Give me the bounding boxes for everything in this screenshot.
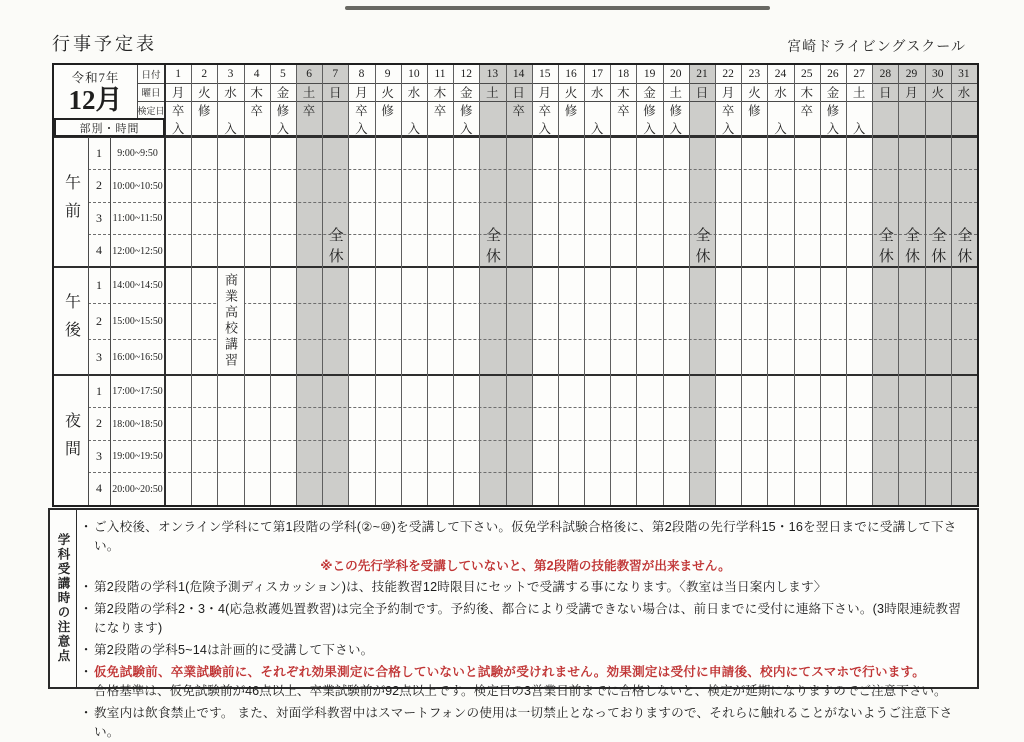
zenkyu-label: 全休: [929, 227, 946, 269]
note-item: [78, 704, 973, 742]
exam-mark: 修: [826, 104, 840, 118]
weekday-cell: 木: [800, 86, 813, 100]
weekday-cell: 月: [721, 86, 735, 100]
entry-mark: 入: [355, 122, 368, 136]
weekday-cell: 火: [748, 86, 761, 100]
zenkyu-label: 全休: [955, 227, 972, 269]
exam-mark: 卒: [512, 104, 525, 118]
date-cell: 4: [253, 68, 260, 80]
entry-mark: 入: [826, 122, 840, 136]
exam-mark: 卒: [538, 104, 552, 118]
date-cell: 15: [539, 68, 551, 80]
bullet-icon: ・: [79, 520, 93, 534]
note-text: 第2段階の学科5~14は計画的に受講して下さい。: [94, 642, 374, 657]
weekday-cell: 月: [171, 86, 185, 100]
school-name: 宮崎ドライビングスクール: [787, 40, 966, 55]
weekday-cell: 木: [617, 86, 630, 100]
note-item: [78, 663, 973, 682]
exam-mark: 修: [381, 104, 394, 118]
weekday-cell: 日: [328, 86, 342, 100]
exam-mark: 修: [276, 104, 290, 118]
weekday-cell: 日: [512, 86, 525, 100]
exam-mark: 卒: [250, 104, 263, 118]
column-line: [506, 65, 507, 505]
notes-side-label-column: [50, 510, 77, 687]
weekday-cell: 月: [538, 86, 552, 100]
column-line: [191, 65, 192, 505]
column-line: [427, 65, 428, 505]
date-cell: 17: [591, 68, 603, 80]
entry-mark: 入: [590, 122, 604, 136]
note-text: 第2段階の学科2・3・4(応急救護処置教習)は完全予約制です。予約後、都合により受講できない場合は、前日までに受付に連絡下さい。(3時限連続教習になります): [94, 601, 961, 635]
weekday-cell: 土: [486, 86, 499, 100]
weekday-cell: 木: [433, 86, 447, 100]
weekday-cell: 土: [302, 86, 316, 100]
weekday-cell: 木: [250, 86, 263, 100]
column-line: [741, 65, 742, 505]
bullet-icon: ・: [79, 664, 93, 679]
date-cell: 8: [358, 68, 365, 80]
entry-mark: 入: [171, 122, 185, 136]
weekday-cell: 金: [276, 86, 290, 100]
exam-mark: 修: [198, 104, 211, 118]
date-cell: 29: [905, 68, 918, 80]
date-cell: 6: [306, 68, 312, 80]
weekday-cell: 水: [590, 86, 604, 100]
period-time: 16:00~16:50: [112, 351, 163, 363]
period-time: 20:00~20:50: [112, 482, 163, 495]
section-time-box: 部別・時間: [54, 118, 165, 137]
section-divider: [54, 266, 977, 268]
bullet-icon: ・: [79, 642, 93, 657]
entry-mark: 入: [224, 122, 237, 136]
scan-artifact-line: [345, 6, 770, 10]
note-text: ご入校後、オンライン学科にて第1段階の学科(②~⑩)を受講して下さい。仮免学科試験合格後に、第2段階の先行学科15・16を翌日までに受講して下さい。: [94, 520, 957, 553]
weekday-cell: 火: [198, 86, 211, 100]
note-item: [78, 578, 973, 597]
entry-mark: 入: [538, 122, 552, 136]
date-cell: 7: [332, 68, 339, 80]
date-cell: 10: [408, 68, 420, 80]
section-label: 午後: [62, 293, 80, 349]
date-cell: 20: [670, 68, 682, 80]
weekday-cell: 日: [879, 86, 892, 100]
note-item: [78, 641, 973, 660]
bullet-icon: ・: [79, 580, 93, 595]
notes-section: [48, 508, 979, 739]
zenkyu-label: 全休: [903, 227, 919, 269]
schedule-table: [52, 63, 979, 507]
date-cell: 1: [175, 68, 181, 80]
period-number: 1: [96, 277, 102, 292]
zenkyu-label: 全休: [876, 227, 893, 269]
note-item: [78, 600, 973, 638]
date-cell: 13: [486, 68, 499, 80]
weekday-cell: 火: [931, 86, 944, 100]
entry-mark: 入: [669, 122, 683, 136]
era-month-cell: [54, 65, 137, 119]
column-line: [610, 65, 611, 505]
period-number: 2: [96, 313, 102, 328]
note-text: 教室内は飲食禁止です。 また、対面学科教習中はスマートフォンの使用は一切禁止となっておりますので、それらに触れることがないようご注意下さい。: [94, 705, 953, 739]
exam-mark: 卒: [302, 104, 316, 118]
exam-mark: 修: [748, 104, 761, 118]
row-label-exam: 検定日: [137, 105, 165, 116]
period-time: 12:00~12:50: [112, 244, 163, 257]
row-label-date: 日付: [141, 71, 161, 81]
exam-mark: 卒: [355, 104, 368, 118]
period-number: 2: [96, 416, 102, 431]
note-item: [78, 518, 973, 556]
period-number: 1: [96, 145, 102, 160]
date-cell: 25: [800, 68, 813, 80]
weekday-cell: 日: [695, 86, 709, 100]
notes-list: [78, 515, 973, 742]
date-cell: 30: [931, 68, 944, 80]
page-title: 行事予定表: [52, 34, 157, 54]
note-subtext: ※この先行学科を受講していないと、第2段階の技能教習が出来ません。: [320, 558, 731, 573]
date-cell: 24: [774, 68, 787, 80]
date-cell: 19: [643, 68, 656, 80]
period-number: 4: [96, 481, 102, 496]
column-line: [794, 65, 795, 505]
exam-mark: 卒: [171, 104, 185, 118]
column-line: [558, 65, 559, 505]
date-cell: 22: [722, 68, 734, 80]
section-label: 午前: [62, 174, 80, 230]
date-cell: 23: [748, 68, 761, 80]
notes-title: 学科受講時の注意点: [56, 533, 70, 664]
date-cell: 14: [512, 68, 525, 80]
bullet-icon: ・: [79, 705, 93, 720]
era-year: 令和7年: [71, 71, 120, 86]
date-cell: 5: [279, 68, 286, 80]
zenkyu-label: 全休: [693, 227, 710, 269]
weekday-cell: 金: [459, 86, 473, 100]
period-number: 4: [96, 243, 102, 258]
zenkyu-label: 全休: [483, 227, 500, 269]
exam-mark: 修: [669, 104, 683, 118]
date-cell: 9: [384, 68, 391, 80]
entry-mark: 入: [276, 122, 290, 136]
weekday-cell: 水: [774, 86, 787, 100]
date-cell: 16: [565, 68, 577, 80]
period-time: 19:00~19:50: [112, 450, 163, 463]
period-time: 14:00~14:50: [112, 279, 163, 291]
date-cell: 27: [853, 68, 865, 80]
entry-mark: 入: [721, 122, 735, 136]
date-cell: 21: [696, 68, 708, 80]
zenkyu-label: 全休: [326, 227, 343, 269]
exam-mark: 卒: [800, 104, 813, 118]
date-cell: 2: [201, 68, 208, 80]
period-time: 9:00~9:50: [117, 147, 158, 160]
date-cell: 11: [434, 68, 446, 80]
exam-mark: 修: [459, 104, 473, 118]
bullet-icon: ・: [79, 601, 93, 616]
date-cell: 31: [958, 68, 970, 80]
weekday-cell: 火: [381, 86, 394, 100]
period-number: 2: [96, 178, 102, 193]
weekday-cell: 水: [957, 86, 971, 100]
weekday-cell: 月: [905, 86, 918, 100]
period-number: 1: [96, 383, 102, 398]
exam-mark: 修: [643, 104, 656, 118]
period-time: 11:00~11:50: [112, 212, 163, 225]
entry-mark: 入: [407, 122, 421, 136]
weekday-cell: 土: [669, 86, 683, 100]
date-cell: 12: [460, 68, 472, 80]
section-divider: [54, 374, 977, 376]
date-cell: 26: [827, 68, 839, 80]
exam-mark: 卒: [433, 104, 447, 118]
period-time: 18:00~18:50: [112, 417, 163, 430]
date-cell: 28: [879, 68, 892, 80]
note-subtext: 合格基準は、仮免試験前が46点以上、卒業試験前が92点以上です。検定日の3営業日前までに合格しないと、検定が延期になりますのでご注意下さい。: [94, 684, 947, 699]
weekday-cell: 火: [564, 86, 578, 100]
period-number: 3: [96, 210, 102, 225]
weekday-cell: 土: [852, 86, 866, 100]
entry-mark: 入: [459, 122, 473, 136]
row-label-weekday: 曜日: [141, 89, 161, 99]
entry-mark: 入: [852, 122, 866, 136]
month-label: 12月: [68, 85, 123, 116]
event-label: 商業高校講習: [222, 273, 238, 369]
period-time: 17:00~17:50: [112, 385, 163, 398]
weekday-cell: 水: [407, 86, 421, 100]
period-time: 10:00~10:50: [112, 179, 163, 192]
period-time: 15:00~15:50: [112, 315, 163, 327]
exam-mark: 修: [564, 104, 578, 118]
weekday-cell: 月: [355, 86, 368, 100]
exam-mark: 卒: [721, 104, 735, 118]
body-col-line: [110, 137, 111, 505]
note-text: 仮免試験前、卒業試験前に、それぞれ効果測定に合格していないと試験が受けれません。効果測定は受付に申請後、校内にてスマホで行います。: [94, 664, 926, 679]
entry-mark: 入: [643, 122, 656, 136]
weekday-cell: 金: [826, 86, 840, 100]
section-label: 夜間: [62, 412, 80, 468]
column-line: [296, 65, 297, 505]
date-cell: 18: [617, 68, 630, 80]
period-number: 3: [96, 448, 102, 463]
period-number: 3: [96, 349, 102, 364]
date-cell: 3: [227, 68, 234, 80]
column-line: [375, 65, 376, 505]
entry-mark: 入: [774, 122, 787, 136]
exam-mark: 卒: [617, 104, 630, 118]
column-line: [244, 65, 245, 505]
note-text: 第2段階の学科1(危険予測ディスカッション)は、技能教習12時限目にセットで受講する事になります。〈教室は当日案内します〉: [94, 580, 827, 595]
weekday-cell: 金: [643, 86, 656, 100]
weekday-cell: 水: [224, 86, 237, 100]
